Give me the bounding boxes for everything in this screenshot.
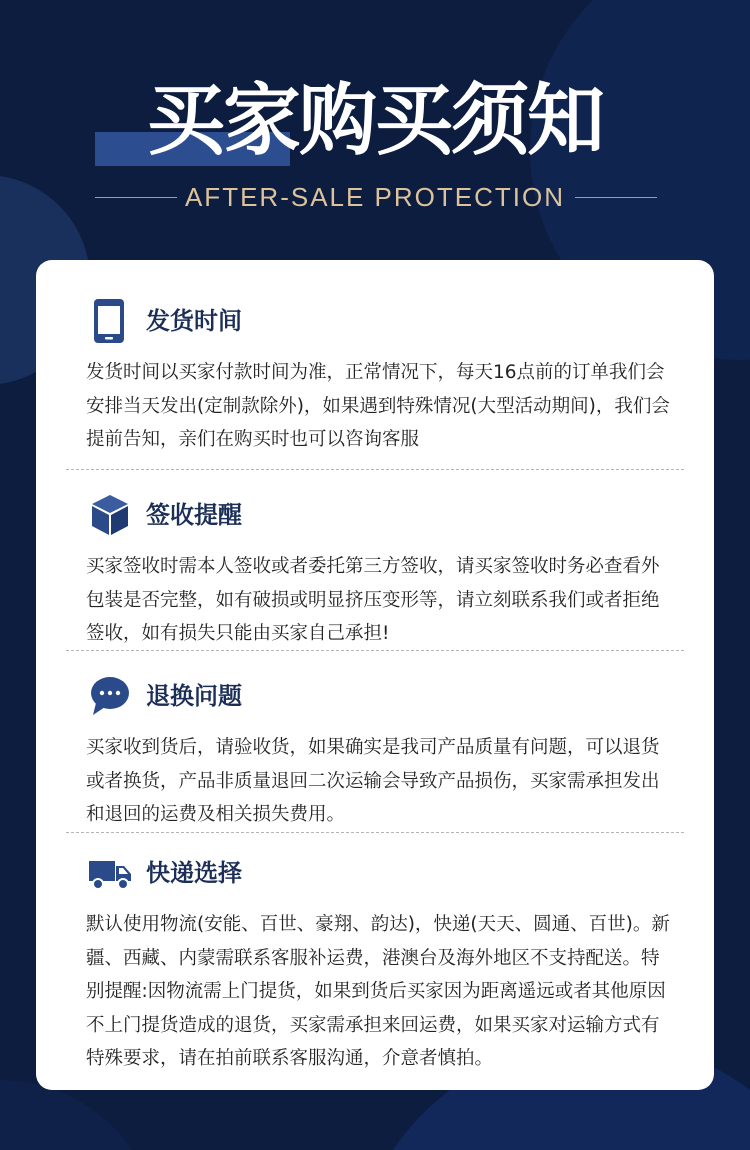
section-title: 快递选择 — [146, 859, 242, 887]
phone-icon — [88, 298, 132, 344]
dashed-divider — [66, 832, 684, 833]
page-subtitle: AFTER-SALE PROTECTION — [184, 182, 566, 212]
section-body: 买家签收时需本人签收或者委托第三方签收，请买家签收时务必查看外包装是否完整，如有破损或明显挤压变形等，请立刻联系我们或者拒绝签收，如有损失只能由买家自己承担! — [86, 556, 660, 644]
notice-card — [36, 260, 714, 1090]
dashed-divider — [66, 469, 684, 470]
section-title: 退换问题 — [146, 682, 242, 710]
section-body: 买家收到货后，请验收货，如果确实是我司产品质量有问题，可以退货或者换货，产品非质量退回二次运输会导致产品损伤，买家需承担发出和退回的运费及相关损失费用。 — [86, 737, 660, 825]
page-title: 买家购买须知 — [146, 76, 603, 166]
section-body: 发货时间以买家付款时间为准，正常情况下，每天16点前的订单我们会安排当天发出(定制款除外)，如果遇到特殊情况(大型活动期间)，我们会提前告知，亲们在购买时也可以咨询客服 — [86, 362, 670, 450]
section-title: 发货时间 — [146, 307, 242, 335]
subtitle-row — [0, 178, 750, 218]
chat-bubble-icon — [88, 673, 132, 719]
truck-icon — [88, 850, 132, 896]
box-icon — [88, 492, 132, 538]
section-title: 签收提醒 — [146, 501, 242, 529]
dashed-divider — [66, 650, 684, 651]
section-body: 默认使用物流(安能、百世、豪翔、韵达)，快递(天天、圆通、百世)。新疆、西藏、内蒙需联系客服补运费，港澳台及海外地区不支持配送。特别提醒:因物流需上门提货，如果到货后买家因为距离遥远或者其他原因不上门提货造成的退货，买家需承担来回运费，如果买家对运输方式有特殊要求，请在拍前联系客服沟通，介意者慎拍。 — [86, 914, 670, 1069]
background-circle — [0, 1080, 160, 1150]
